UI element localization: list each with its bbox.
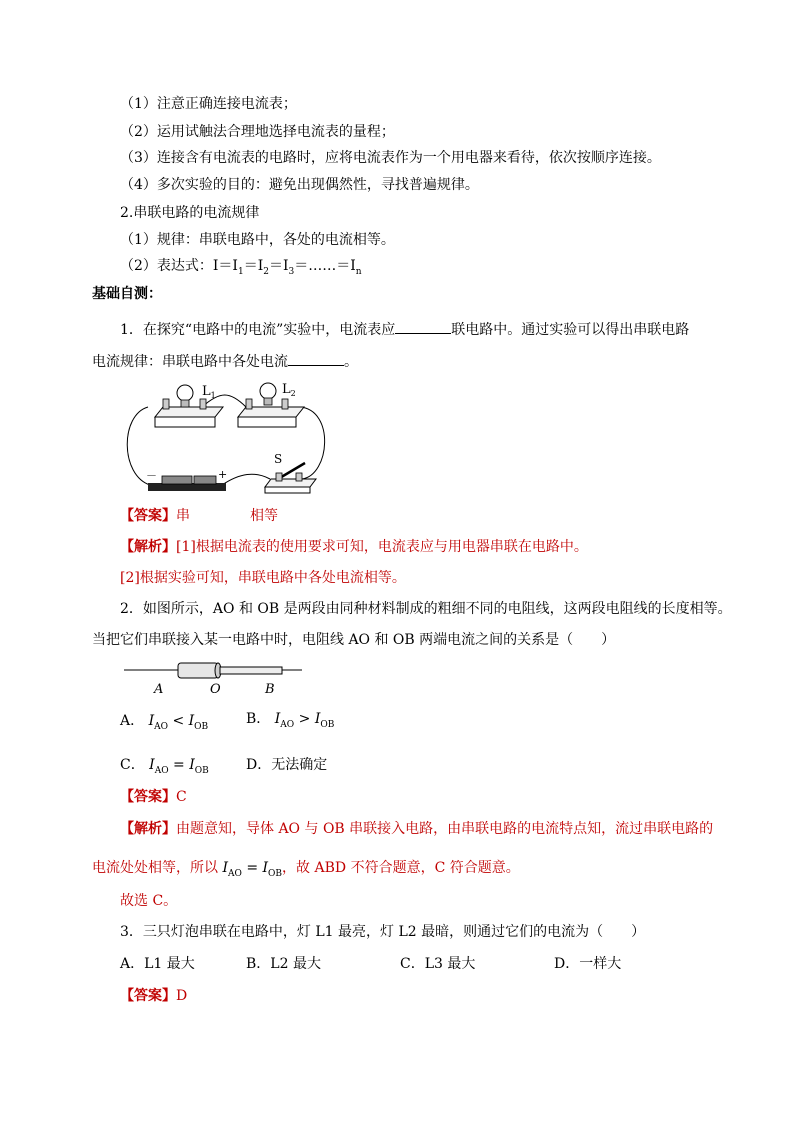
intro-point-4: （4）多次实验的目的：避免出现偶然性，寻找普遍规律。 [120, 177, 479, 193]
switch-label: S [274, 452, 283, 466]
battery-plus-label: + [218, 468, 228, 481]
q2-answer: 【答案】C [120, 789, 187, 805]
point-A-label: A [154, 682, 164, 697]
subsection-heading: 2.串联电路的电流规律 [120, 205, 260, 221]
q2-analysis-3: 故选 C。 [120, 893, 178, 909]
q1-answer: 【答案】串 相等 [120, 508, 278, 524]
q1-blank-1 [395, 319, 451, 334]
rule-text: （1）规律：串联电路中，各处的电流相等。 [120, 232, 395, 248]
q2-option-D: D．无法确定 [246, 757, 328, 773]
lamp1-label: $L_1$ [202, 384, 216, 400]
intro-point-1: （1）注意正确连接电流表； [120, 96, 297, 112]
q3-line-1: 3．三只灯泡串联在电路中，灯 L1 最亮，灯 L2 最暗，则通过它们的电流为（ ） [120, 924, 646, 940]
q2-analysis-2: 电流处处相等，所以 $I_{AO} = I_{OB}$，故 ABD 不符合题意，C 符合题意。 [92, 860, 520, 879]
intro-point-2: （2）运用试触法合理地选择电流表的量程； [120, 124, 395, 140]
q2-option-C: C． $I_{AO} = I_{OB}$ [120, 757, 209, 776]
lamp1-bulb-icon [177, 385, 193, 401]
point-O-label: O [210, 682, 221, 697]
switch-base [265, 479, 316, 487]
q1-line-2: 电流规律：串联电路中各处电流 。 [92, 351, 358, 372]
intro-point-3: （3）连接含有电流表的电路时，应将电流表作为一个用电器来看待，依次按顺序连接。 [120, 150, 661, 166]
q3-option-A: A．L1 最大 [120, 956, 195, 972]
q2-line-1: 2．如图所示，AO 和 OB 是两段由同种材料制成的粗细不同的电阻线，这两段电阻线的长度相等。 [120, 601, 732, 617]
q1-analysis-1: 【解析】[1]根据电流表的使用要求可知，电流表应与用电器串联在电路中。 [120, 539, 588, 555]
battery-icon [162, 476, 192, 484]
q1-analysis-2: [2]根据实验可知，串联电路中各处电流相等。 [120, 570, 406, 586]
wire-bottom [222, 474, 270, 485]
q2-option-A: A． $I_{AO} < I_{OB}$ [120, 713, 209, 732]
section-title: 基础自测： [92, 286, 162, 302]
thick-segment-AO [178, 663, 218, 678]
point-B-label: B [265, 682, 275, 697]
q2-analysis-1: 【解析】由题意知，导体 AO 与 OB 串联接入电路，由串联电路的电流特点知，流过串联电路的 [120, 821, 714, 837]
battery-minus-label: － [146, 469, 157, 482]
q3-option-C: C．L3 最大 [400, 956, 476, 972]
q2-line-2: 当把它们串联接入某一电路中时，电阻线 AO 和 OB 两端电流之间的关系是（ ） [92, 632, 616, 648]
thin-segment-OB [220, 667, 282, 674]
q1-line-1: 1．在探究“电路中的电流”实验中，电流表应 联电路中。通过实验可以得出串联电路 [120, 319, 689, 340]
q3-answer: 【答案】D [120, 988, 188, 1004]
q3-option-D: D．一样大 [554, 956, 622, 972]
q3-option-B: B．L2 最大 [246, 956, 321, 972]
q1-blank-2 [288, 351, 344, 366]
resistor-wire-figure [120, 656, 310, 698]
expression-text: （2）表达式：$I=I_1=I_2=I_3=\dots\dots=I_n$ [120, 258, 362, 277]
wire-right [300, 407, 325, 479]
lamp2-label: $L_2$ [282, 382, 296, 398]
q2-option-B: B． $I_{AO} > I_{OB}$ [246, 711, 335, 730]
circuit-figure [120, 375, 330, 500]
lamp2-bulb-icon [260, 383, 276, 399]
